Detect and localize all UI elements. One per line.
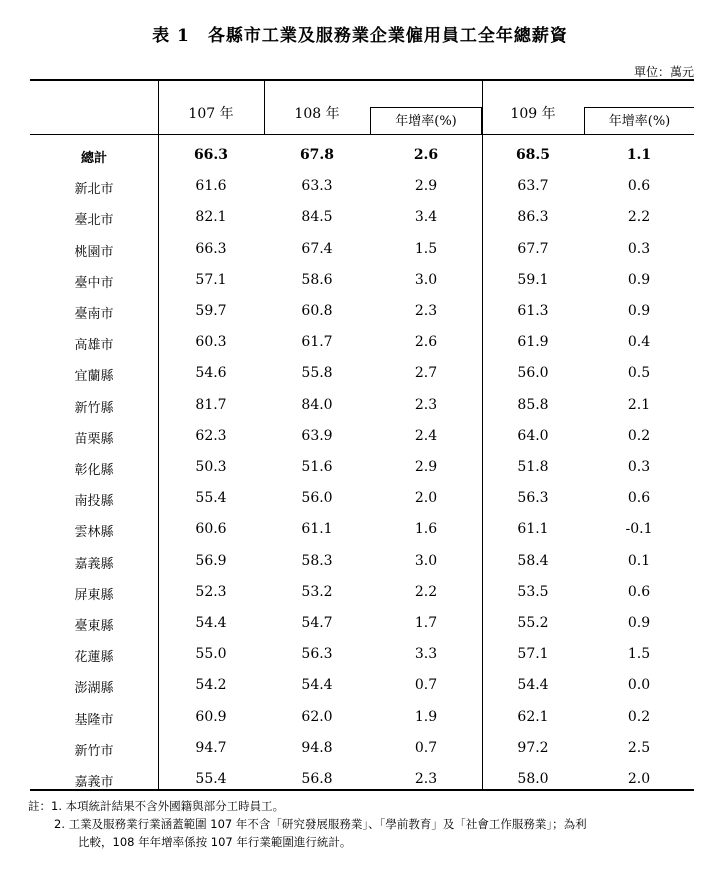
table-row: [30, 390, 694, 421]
table-row: [30, 733, 694, 764]
row-label: 新竹市: [74, 743, 114, 759]
value-108: 58.6: [301, 271, 333, 288]
rate-108: 2.3: [414, 771, 438, 787]
rate-109: 2.0: [627, 771, 651, 787]
table-row: [30, 296, 694, 327]
rate-108: 2.6: [413, 147, 439, 163]
value-107: 52.3: [195, 583, 227, 600]
table-title-text: 各縣市工業及服務業企業僱用員工全年總薪資: [207, 26, 568, 46]
value-107: 60.9: [195, 708, 227, 725]
value-107: 66.3: [195, 240, 227, 257]
rate-108: 0.7: [414, 677, 438, 694]
header-107: 107 年: [188, 106, 234, 122]
value-109: 61.3: [517, 303, 549, 319]
salary-table: [30, 79, 694, 791]
value-107: 82.1: [195, 209, 227, 226]
row-label: 桃園市: [74, 244, 114, 260]
value-108: 53.2: [301, 583, 333, 600]
rate-109: 0.5: [627, 365, 651, 382]
value-108: 63.3: [301, 178, 333, 195]
value-109: 61.1: [517, 521, 549, 538]
row-label: 屏東縣: [74, 587, 114, 603]
value-107: 59.7: [195, 303, 227, 319]
rate-109: 0.9: [627, 303, 651, 319]
rate-108: 0.7: [414, 739, 438, 756]
table-row: [30, 327, 694, 358]
rate-108: 2.4: [414, 427, 438, 444]
rate-109: 0.4: [627, 334, 651, 351]
table-row: [30, 670, 694, 701]
value-108: 60.8: [301, 303, 333, 319]
unit-label: 單位：萬元: [633, 65, 694, 79]
row-label: 高雄市: [74, 338, 114, 354]
value-109: 86.3: [517, 209, 549, 226]
table-row: [30, 764, 694, 795]
rate-109: 0.3: [627, 459, 651, 475]
value-108: 54.7: [301, 615, 333, 631]
rate-109: 2.1: [627, 396, 651, 413]
row-label: 嘉義市: [74, 775, 114, 790]
rate-108: 1.6: [414, 521, 438, 538]
table-number: 表 1: [152, 26, 190, 46]
value-109: 97.2: [517, 739, 549, 756]
row-label: 花蓮縣: [74, 650, 114, 666]
value-108: 61.1: [301, 521, 333, 538]
header-rate-108: 年增率(%): [370, 107, 482, 135]
rate-108: 2.3: [414, 396, 438, 413]
value-109: 58.0: [517, 771, 549, 787]
rate-109: 2.5: [627, 739, 651, 756]
value-108: 67.4: [301, 240, 333, 257]
rate-108: 2.9: [414, 178, 438, 195]
value-107: 56.9: [195, 552, 227, 569]
value-107: 55.0: [195, 646, 227, 663]
total-row: [30, 140, 694, 171]
value-108: 84.5: [301, 209, 333, 226]
row-label: 澎湖縣: [74, 681, 114, 697]
value-108: 62.0: [301, 708, 333, 725]
value-107: 54.2: [195, 677, 227, 694]
row-label: 雲林縣: [74, 525, 114, 541]
rate-108: 2.7: [414, 365, 438, 382]
notes: [28, 797, 698, 851]
rate-109: 0.6: [627, 583, 651, 600]
value-109: 53.5: [517, 583, 549, 600]
row-label: 嘉義縣: [74, 556, 114, 572]
table-row: [30, 577, 694, 608]
value-109: 59.1: [517, 271, 549, 288]
value-109: 51.8: [517, 459, 549, 475]
row-label: 總計: [80, 151, 107, 166]
value-108: 67.8: [299, 147, 335, 163]
table-top-rule: [30, 79, 694, 81]
value-107: 66.3: [193, 147, 229, 163]
rate-109: 1.5: [627, 646, 651, 663]
rate-108: 2.0: [414, 490, 438, 507]
table-row: [30, 234, 694, 265]
rate-108: 3.3: [414, 646, 438, 663]
value-107: 55.4: [195, 771, 227, 787]
value-107: 57.1: [195, 271, 227, 288]
value-109: 68.5: [515, 147, 551, 163]
rate-109: -0.1: [625, 521, 653, 538]
value-107: 60.6: [195, 521, 227, 538]
value-108: 61.7: [301, 334, 333, 351]
row-label: 苗栗縣: [74, 431, 114, 447]
rate-108: 1.9: [414, 708, 438, 725]
value-109: 56.3: [517, 490, 549, 507]
value-107: 50.3: [195, 459, 227, 475]
value-108: 54.4: [301, 677, 333, 694]
value-109: 61.9: [517, 334, 549, 351]
table-row: [30, 202, 694, 233]
value-109: 63.7: [517, 178, 549, 195]
value-109: 57.1: [517, 646, 549, 663]
value-107: 62.3: [195, 427, 227, 444]
rate-108: 2.6: [414, 334, 438, 351]
rate-108: 2.9: [414, 459, 438, 475]
rate-109: 0.9: [627, 271, 651, 288]
value-107: 81.7: [195, 396, 227, 413]
value-108: 51.6: [301, 459, 333, 475]
table-row: [30, 608, 694, 639]
rate-108: 1.5: [414, 240, 438, 257]
rate-108: 2.2: [414, 583, 438, 600]
value-109: 67.7: [517, 240, 549, 257]
value-108: 56.3: [301, 646, 333, 663]
value-108: 63.9: [301, 427, 333, 444]
rate-108: 3.0: [414, 271, 438, 288]
row-label: 臺東縣: [74, 619, 114, 634]
value-109: 85.8: [517, 396, 549, 413]
value-108: 58.3: [301, 552, 333, 569]
value-107: 54.6: [195, 365, 227, 382]
rate-109: 0.1: [627, 552, 651, 569]
value-107: 60.3: [195, 334, 227, 351]
note-1: 註：1. 本項統計結果不含外國籍與部分工時員工。: [28, 799, 285, 813]
value-108: 56.0: [301, 490, 333, 507]
table-row: [30, 421, 694, 452]
value-109: 55.2: [517, 615, 549, 631]
rate-108: 2.3: [414, 303, 438, 319]
table-row: [30, 171, 694, 202]
table-title: [0, 21, 720, 46]
table-row: [30, 358, 694, 389]
table-row: [30, 514, 694, 545]
rate-108: 1.7: [414, 615, 438, 631]
rate-109: 0.0: [627, 677, 651, 694]
rate-109: 0.2: [627, 427, 651, 444]
table-row: [30, 265, 694, 296]
value-107: 61.6: [195, 178, 227, 195]
header-108: 108 年: [294, 106, 340, 122]
value-108: 94.8: [301, 739, 333, 756]
note-2-cont: 比較，108 年年增率係按 107 年行業範圍進行統計。: [78, 835, 352, 849]
note-2: 2. 工業及服務業行業涵蓋範圍 107 年不含「研究發展服務業」、「學前教育」及「社會工作服務業」；為利: [54, 817, 587, 831]
rate-108: 3.0: [414, 552, 438, 569]
row-label: 新北市: [74, 182, 114, 198]
table-row: [30, 483, 694, 514]
table-row: [30, 639, 694, 670]
value-107: 54.4: [195, 615, 227, 631]
table-row: [30, 702, 694, 733]
rate-109: 0.9: [627, 615, 651, 631]
rate-108: 3.4: [414, 209, 438, 226]
row-label: 臺南市: [74, 307, 114, 322]
rate-109: 0.6: [627, 178, 651, 195]
rate-109: 1.1: [626, 147, 652, 163]
value-108: 55.8: [301, 365, 333, 382]
table-row: [30, 546, 694, 577]
row-label: 基隆市: [74, 712, 114, 728]
table-row: [30, 452, 694, 483]
value-109: 62.1: [517, 708, 549, 725]
value-108: 56.8: [301, 771, 333, 787]
row-label: 宜蘭縣: [74, 369, 114, 385]
rate-109: 0.3: [627, 240, 651, 257]
value-108: 84.0: [301, 396, 333, 413]
row-label: 臺中市: [74, 275, 114, 291]
row-label: 新竹縣: [74, 400, 114, 416]
row-label: 南投縣: [74, 494, 114, 510]
header-109: 109 年: [510, 106, 556, 122]
row-label: 彰化縣: [74, 463, 114, 478]
rate-109: 2.2: [627, 209, 651, 226]
value-107: 94.7: [195, 739, 227, 756]
row-label: 臺北市: [74, 213, 114, 229]
value-109: 58.4: [517, 552, 549, 569]
header-rate-109: 年增率(%): [584, 107, 694, 135]
rate-109: 0.2: [627, 708, 651, 725]
value-109: 54.4: [517, 677, 549, 694]
value-109: 64.0: [517, 427, 549, 444]
value-109: 56.0: [517, 365, 549, 382]
rate-109: 0.6: [627, 490, 651, 507]
value-107: 55.4: [195, 490, 227, 507]
